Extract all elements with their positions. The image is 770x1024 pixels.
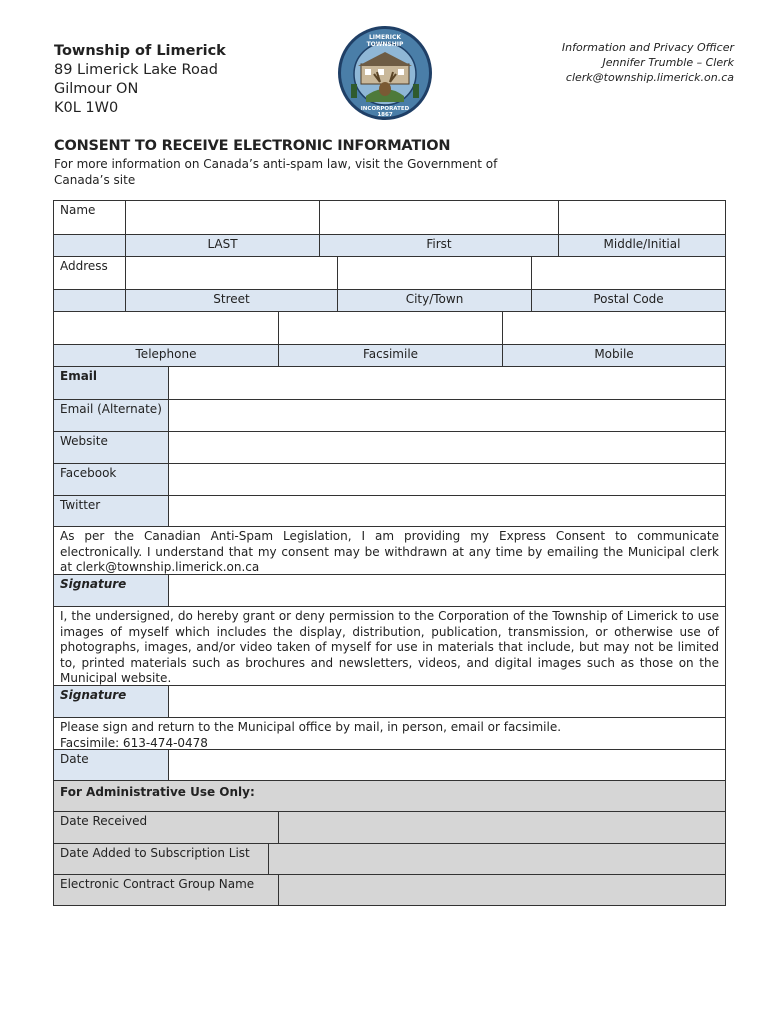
mobile-caption: Mobile	[502, 345, 725, 366]
postal-code: K0L 1W0	[54, 100, 119, 116]
postal-code-input[interactable]	[531, 257, 725, 289]
privacy-officer-block	[562, 40, 734, 85]
images-permission-text: I, the undersigned, do hereby grant or deny permission to the Corporation of the Township of Limerick to use images of myself which includes the display, distribution, publication, transmission, or otherwise use of photographs, images, and/or video taken of myself for use in materials that include, but may not be limited to, printed materials such as brochures and newsletters, videos, and digital images such as those on the Municipal website.	[60, 609, 719, 686]
signature-row-1	[53, 574, 726, 606]
group-name-row	[53, 874, 726, 906]
group-name-label: Electronic Contract Group Name	[60, 877, 255, 891]
twitter-label: Twitter	[54, 496, 168, 526]
email-input[interactable]	[168, 367, 725, 399]
middle-caption: Middle/Initial	[558, 235, 725, 256]
township-logo	[336, 24, 434, 122]
email-alt-input[interactable]	[168, 400, 725, 431]
date-added-label: Date Added to Subscription List	[60, 846, 250, 860]
consent-text: As per the Canadian Anti-Spam Legislation, I am providing my Express Consent to communicate electronically. I understand that my consent may be withdrawn at any time by emailing the Municipal clerk at clerk@township.limerick.on.ca	[60, 529, 719, 575]
address-row	[53, 256, 726, 289]
signature-row-2	[53, 685, 726, 717]
consent-form	[53, 200, 726, 906]
address-captions-row	[53, 289, 726, 311]
last-caption: LAST	[125, 235, 319, 256]
last-name-input[interactable]	[125, 201, 319, 234]
city-caption: City/Town	[337, 290, 531, 311]
signature-input-2[interactable]	[168, 686, 725, 717]
date-received-row	[53, 811, 726, 843]
org-name: Township of Limerick	[54, 43, 226, 59]
street-caption: Street	[125, 290, 337, 311]
email-row	[53, 366, 726, 399]
city-input[interactable]	[337, 257, 531, 289]
date-input[interactable]	[168, 750, 725, 780]
address-caption-spacer	[54, 290, 125, 311]
date-received-label: Date Received	[60, 814, 148, 828]
postal-caption: Postal Code	[531, 290, 725, 311]
first-name-input[interactable]	[319, 201, 558, 234]
street-input[interactable]	[125, 257, 337, 289]
facebook-input[interactable]	[168, 464, 725, 495]
address-line-2: Gilmour ON	[54, 81, 139, 97]
admin-heading: For Administrative Use Only:	[60, 785, 255, 799]
municipal-address-block	[54, 42, 226, 118]
facsimile-caption: Facsimile	[278, 345, 502, 366]
facsimile-input[interactable]	[278, 312, 502, 344]
contact-email: clerk@township.limerick.on.ca	[565, 71, 734, 84]
date-received-input[interactable]	[278, 812, 725, 843]
mobile-input[interactable]	[502, 312, 725, 344]
consent-row	[53, 526, 726, 574]
admin-heading-row	[53, 780, 726, 811]
images-permission-row	[53, 606, 726, 685]
address-line-1: 89 Limerick Lake Road	[54, 62, 218, 78]
website-row	[53, 431, 726, 463]
phone-captions-row	[53, 344, 726, 366]
signature-label-2: Signature	[54, 686, 168, 717]
facebook-row	[53, 463, 726, 495]
page-subtitle: For more information on Canada’s anti-spam law, visit the Government of Canada’s site	[54, 157, 498, 187]
telephone-input[interactable]	[54, 312, 278, 344]
fax-number: Facsimile: 613-474-0478	[60, 735, 208, 750]
email-label: Email	[54, 367, 168, 399]
signature-input-1[interactable]	[168, 575, 725, 606]
date-label: Date	[54, 750, 168, 780]
return-text: Please sign and return to the Municipal office by mail, in person, email or facsimile.	[60, 720, 562, 734]
website-label: Website	[54, 432, 168, 463]
address-label: Address	[60, 259, 108, 273]
contact-name: Jennifer Trumble – Clerk	[602, 56, 734, 69]
return-instructions-row	[53, 717, 726, 749]
twitter-input[interactable]	[168, 496, 725, 526]
name-label: Name	[60, 203, 96, 217]
email-alt-label: Email (Alternate)	[54, 400, 168, 431]
date-added-input[interactable]	[268, 844, 725, 874]
name-caption-spacer	[54, 235, 125, 256]
logo-top-text: LIMERICK TOWNSHIP	[366, 34, 404, 48]
middle-initial-input[interactable]	[558, 201, 725, 234]
return-instructions	[54, 718, 725, 749]
date-added-row	[53, 843, 726, 874]
group-name-input[interactable]	[278, 875, 725, 905]
signature-label-1: Signature	[54, 575, 168, 606]
facebook-label: Facebook	[54, 464, 168, 495]
logo-bottom-text: INCORPORATED 1867	[360, 106, 410, 118]
date-row	[53, 749, 726, 780]
email-alt-row	[53, 399, 726, 431]
name-captions-row	[53, 234, 726, 256]
name-row	[53, 200, 726, 234]
contact-title: Information and Privacy Officer	[561, 41, 734, 54]
telephone-caption: Telephone	[135, 347, 197, 361]
website-input[interactable]	[168, 432, 725, 463]
twitter-row	[53, 495, 726, 526]
phone-row	[53, 311, 726, 344]
first-caption: First	[319, 235, 558, 256]
page-title: CONSENT TO RECEIVE ELECTRONIC INFORMATION	[54, 138, 451, 154]
